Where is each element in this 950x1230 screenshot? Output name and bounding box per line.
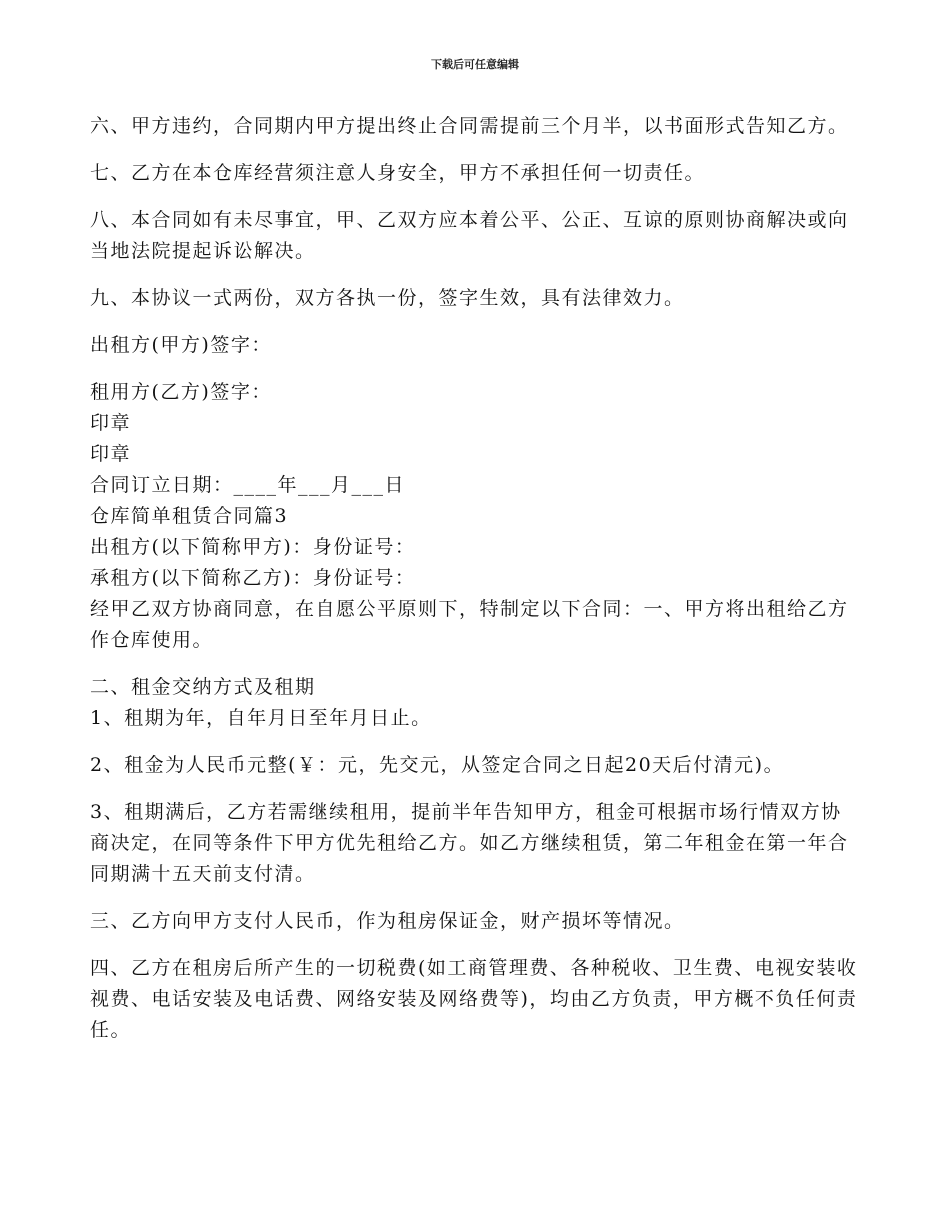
lessor-signature-line: 出租方(甲方)签字： xyxy=(90,334,272,356)
clause-8: 八、本合同如有未尽事宜，甲、乙双方应本着公平、公正、互谅的原则协商解决或向当地法院提起诉讼解决。 xyxy=(90,209,849,262)
clause-4: 四、乙方在租房后所产生的一切税费(如工商管理费、各种税收、卫生费、电视安装收视费、电话安装及电话费、网络安装及网络费等)，均由乙方负责，甲方概不负任何责任。 xyxy=(90,957,858,1041)
page-header: 下载后可任意编辑 xyxy=(431,58,519,71)
seal-line-2: 印章 xyxy=(90,443,132,465)
clause-2-heading: 二、租金交纳方式及租期 xyxy=(90,676,316,698)
lessee-signature-line: 租用方(乙方)签字： xyxy=(90,381,272,403)
clause-3: 三、乙方向甲方支付人民币，作为租房保证金，财产损坏等情况。 xyxy=(90,910,685,932)
lessor-id-line: 出租方(以下简称甲方)：身份证号： xyxy=(90,536,416,558)
clause-7: 七、乙方在本仓库经营须注意人身安全，甲方不承担任何一切责任。 xyxy=(90,162,706,184)
clause-2-item-3: 3、租期满后，乙方若需继续租用，提前半年告知甲方，租金可根据市场行情双方协商决定，在同等条件下甲方优先租给乙方。如乙方继续租赁，第二年租金在第一年合同期满十五天前支付清。 xyxy=(90,801,849,885)
clause-2-item-2: 2、租金为人民币元整(￥：元，先交元，从签定合同之日起20天后付清元)。 xyxy=(90,754,785,776)
lessee-id-line: 承租方(以下简称乙方)：身份证号： xyxy=(90,567,416,589)
clause-9: 九、本协议一式两份，双方各执一份，签字生效，具有法律效力。 xyxy=(90,287,685,309)
seal-line-1: 印章 xyxy=(90,412,132,434)
contract-date-line: 合同订立日期：____年___月___日 xyxy=(90,474,406,496)
clause-2-item-1: 1、租期为年，自年月日至年月日止。 xyxy=(90,707,432,729)
preamble-clause-1: 经甲乙双方协商同意，在自愿公平原则下，特制定以下合同：一、甲方将出租给乙方作仓库使用。 xyxy=(90,598,849,651)
section-title: 仓库简单租赁合同篇3 xyxy=(90,505,289,527)
clause-6: 六、甲方违约，合同期内甲方提出终止合同需提前三个月半，以书面形式告知乙方。 xyxy=(90,115,849,137)
document-body xyxy=(90,111,860,1046)
